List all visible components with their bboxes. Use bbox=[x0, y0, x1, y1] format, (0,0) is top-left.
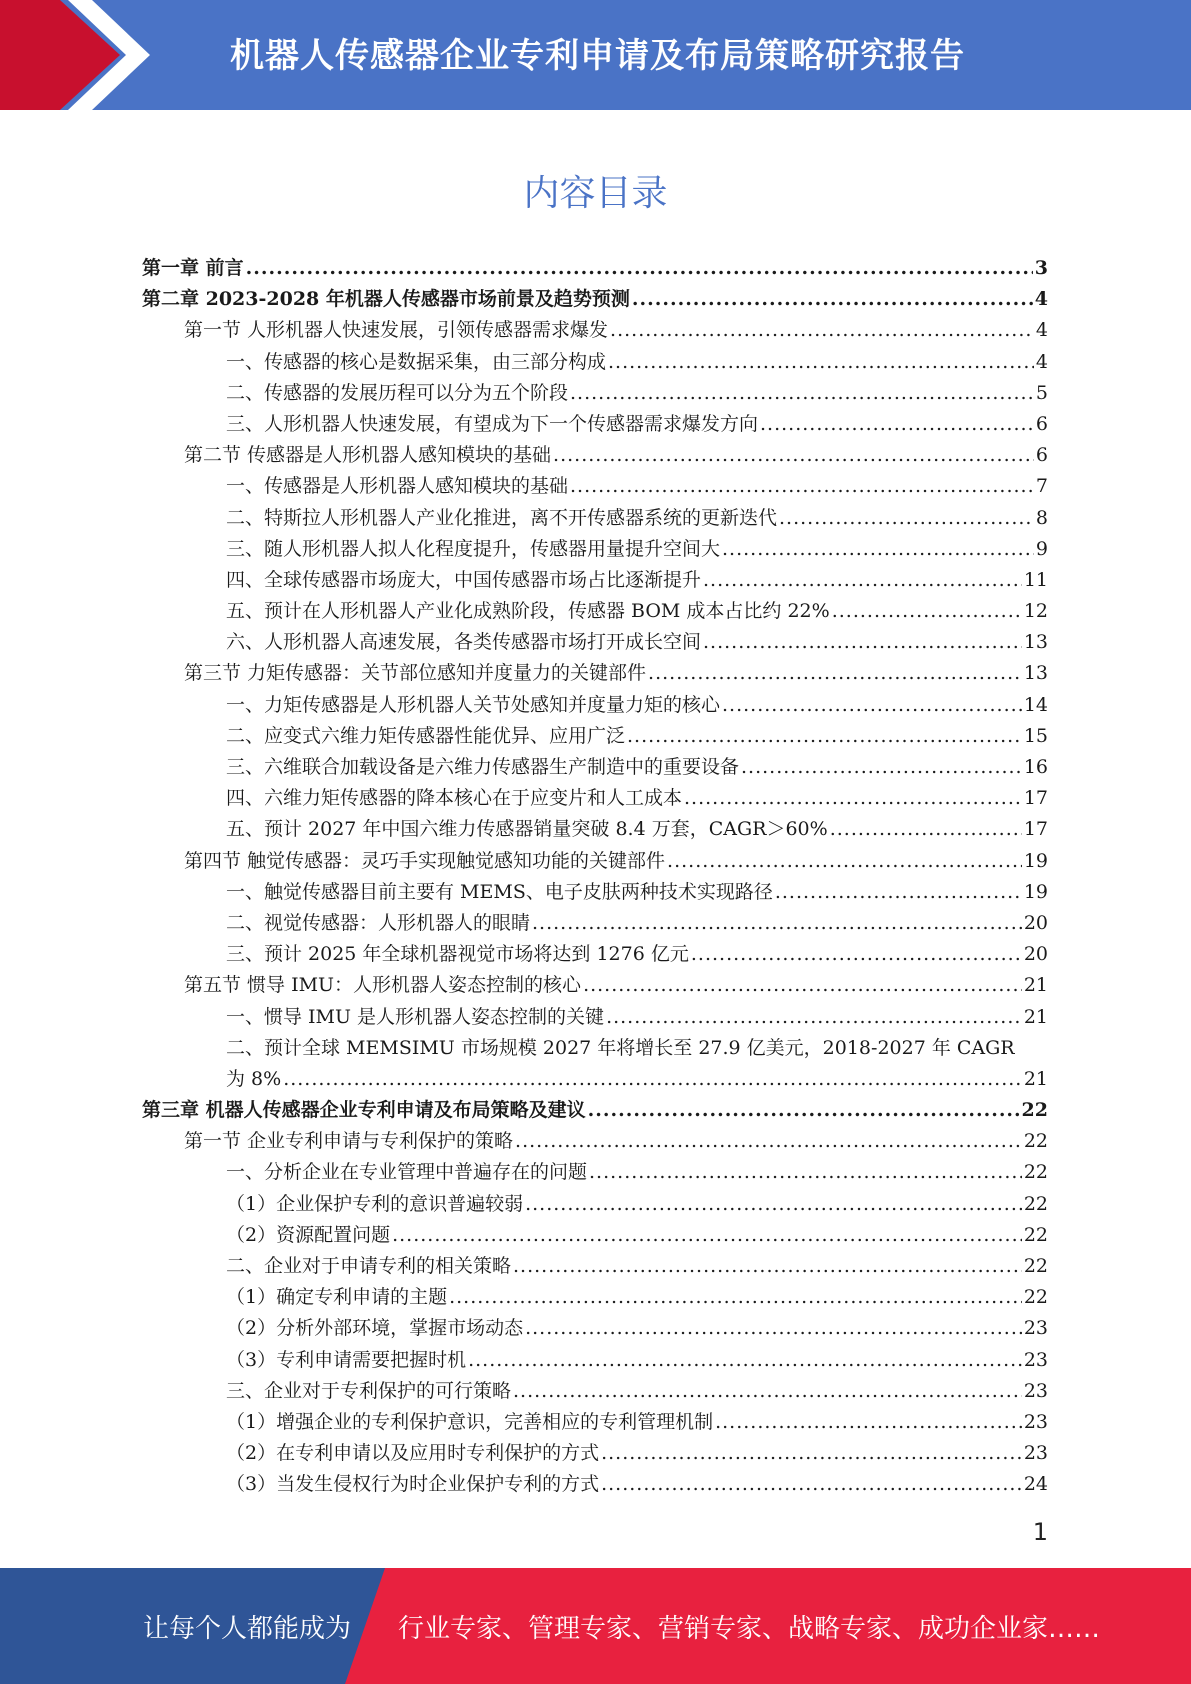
toc-entry-page: 19 bbox=[1023, 880, 1048, 903]
toc-dot-leader bbox=[532, 908, 1022, 939]
toc-entry[interactable] bbox=[142, 690, 1048, 721]
toc-entry-title: 二、企业对于申请专利的相关策略 bbox=[226, 1255, 512, 1277]
toc-entry[interactable] bbox=[142, 970, 1048, 1001]
toc-entry[interactable] bbox=[142, 939, 1048, 970]
toc-entry-title: 三、随人形机器人拟人化程度提升，传感器用量提升空间大 bbox=[226, 537, 721, 560]
toc-dot-leader bbox=[703, 627, 1022, 658]
toc-entry-page: 19 bbox=[1023, 849, 1048, 872]
toc-entry-title: 二、应变式六维力矩传感器性能优异、应用广泛 bbox=[226, 724, 626, 747]
toc-entry[interactable] bbox=[142, 1064, 1048, 1095]
toc-entry-title: 第三节 力矩传感器：关节部位感知并度量力的关键部件 bbox=[184, 662, 647, 685]
toc-dot-leader bbox=[608, 347, 1034, 378]
toc-entry[interactable] bbox=[142, 1002, 1048, 1033]
toc-dot-leader bbox=[513, 1251, 1022, 1282]
toc-dot-leader bbox=[513, 1376, 1022, 1407]
toc-entry-page: 8 bbox=[1035, 506, 1048, 529]
toc-entry-page: 23 bbox=[1023, 1442, 1048, 1465]
toc-entry-title: 第二节 传感器是人形机器人感知模块的基础 bbox=[184, 444, 552, 467]
toc-entry-page: 17 bbox=[1023, 787, 1048, 810]
toc-dot-leader bbox=[632, 284, 1033, 315]
toc-dot-leader bbox=[553, 440, 1034, 471]
toc-entry-page: 22 bbox=[1021, 1099, 1048, 1122]
footer-slogan-left: 让每个人都能成为 bbox=[143, 1614, 352, 1644]
toc-entry-page: 3 bbox=[1034, 257, 1048, 279]
toc-entry[interactable] bbox=[142, 1033, 1048, 1064]
toc-entry-page: 22 bbox=[1023, 1223, 1048, 1246]
toc-entry-page: 23 bbox=[1023, 1379, 1048, 1402]
toc-entry[interactable] bbox=[142, 1345, 1048, 1376]
toc-entry-page: 22 bbox=[1023, 1161, 1048, 1184]
toc-entry-page: 23 bbox=[1023, 1348, 1048, 1371]
toc-entry-page: 22 bbox=[1023, 1130, 1048, 1153]
toc-dot-leader bbox=[760, 409, 1034, 440]
toc-entry[interactable] bbox=[142, 378, 1048, 409]
toc-entry[interactable] bbox=[142, 783, 1048, 814]
toc-dot-leader bbox=[779, 503, 1034, 534]
toc-dot-leader bbox=[588, 1095, 1020, 1126]
toc-entry[interactable] bbox=[142, 721, 1048, 752]
toc-entry-title: 第一章 前言 bbox=[142, 257, 244, 279]
toc-entry[interactable] bbox=[142, 1126, 1048, 1157]
toc-dot-leader bbox=[648, 658, 1022, 689]
toc-heading: 内容目录 bbox=[523, 173, 668, 214]
toc-entry[interactable] bbox=[142, 253, 1048, 284]
toc-entry-title: 一、传感器的核心是数据采集，由三部分构成 bbox=[226, 350, 607, 373]
toc-dot-leader bbox=[246, 253, 1033, 284]
toc-entry[interactable] bbox=[142, 814, 1048, 845]
toc-dot-leader bbox=[741, 752, 1022, 783]
toc-entry[interactable] bbox=[142, 1157, 1048, 1188]
toc-entry-page: 12 bbox=[1023, 600, 1048, 623]
toc-entry-page: 24 bbox=[1023, 1473, 1048, 1496]
toc-entry-title: 一、惯导 IMU 是人形机器人姿态控制的关键 bbox=[226, 1005, 605, 1028]
toc-entry-page: 6 bbox=[1035, 444, 1048, 467]
toc-entry[interactable] bbox=[142, 877, 1048, 908]
toc-dot-leader bbox=[832, 596, 1022, 627]
toc-entry-page: 5 bbox=[1035, 381, 1048, 404]
toc-entry-page: 9 bbox=[1035, 537, 1048, 560]
toc-entry-page: 13 bbox=[1023, 662, 1048, 685]
toc-entry-title: （1）增强企业的专利保护意识，完善相应的专利管理机制 bbox=[226, 1410, 714, 1433]
toc-entry-title: 三、企业对于专利保护的可行策略 bbox=[226, 1379, 512, 1402]
toc-entry[interactable] bbox=[142, 1438, 1048, 1469]
toc-entry[interactable] bbox=[142, 596, 1048, 627]
toc-entry-page: 4 bbox=[1035, 319, 1048, 342]
toc-entry-title: 为 8% bbox=[226, 1067, 282, 1090]
toc-dot-leader bbox=[570, 378, 1034, 409]
report-title: 机器人传感器企业专利申请及布局策略研究报告 bbox=[230, 36, 965, 76]
toc-entry-page: 17 bbox=[1023, 818, 1048, 841]
toc-dot-leader bbox=[610, 315, 1034, 346]
toc-entry-title: 一、分析企业在专业管理中普遍存在的问题 bbox=[226, 1161, 588, 1184]
toc-entry-title: （2）分析外部环境，掌握市场动态 bbox=[226, 1317, 524, 1340]
toc-entry[interactable] bbox=[142, 534, 1048, 565]
toc-entry-title: 第一节 人形机器人快速发展，引领传感器需求爆发 bbox=[184, 319, 609, 342]
toc-dot-leader bbox=[283, 1064, 1022, 1095]
toc-entry-page: 16 bbox=[1023, 756, 1048, 778]
toc-entry[interactable] bbox=[142, 627, 1048, 658]
toc-entry-title: 二、预计全球 MEMSIMU 市场规模 2027 年将增长至 27.9 亿美元，2018-2027 年 CAGR bbox=[226, 1036, 1015, 1059]
toc-entry[interactable] bbox=[142, 471, 1048, 502]
toc-entry-page: 23 bbox=[1023, 1317, 1048, 1340]
toc-entry-title: 五、预计在人形机器人产业化成熟阶段，传感器 BOM 成本占比约 22% bbox=[226, 600, 830, 623]
toc-entry-title: 三、六维联合加载设备是六维力传感器生产制造中的重要设备 bbox=[226, 756, 740, 778]
toc-entry-title: 第五节 惯导 IMU：人形机器人姿态控制的核心 bbox=[184, 974, 582, 997]
toc-entry-title: （1）企业保护专利的意识普遍较弱 bbox=[226, 1192, 524, 1215]
toc-entry-page: 4 bbox=[1035, 350, 1048, 373]
toc-dot-leader bbox=[589, 1157, 1022, 1188]
toc-entry[interactable] bbox=[142, 315, 1048, 346]
toc-dot-leader bbox=[684, 783, 1022, 814]
footer-slogan-right: 行业专家、管理专家、营销专家、战略专家、成功企业家…… bbox=[398, 1614, 1101, 1644]
toc-entry-title: 第一节 企业专利申请与专利保护的策略 bbox=[184, 1130, 514, 1153]
toc-dot-leader bbox=[722, 690, 1022, 721]
toc-entry-page: 20 bbox=[1023, 911, 1048, 934]
page-number: 1 bbox=[1032, 1518, 1048, 1546]
toc-entry-page: 11 bbox=[1023, 568, 1048, 591]
toc-entry-title: 第三章 机器人传感器企业专利申请及布局策略及建议 bbox=[142, 1099, 586, 1122]
toc-entry[interactable] bbox=[142, 1282, 1048, 1313]
toc-entry-title: 二、特斯拉人形机器人产业化推进，离不开传感器系统的更新迭代 bbox=[226, 506, 778, 529]
toc-dot-leader bbox=[601, 1438, 1022, 1469]
toc-dot-leader bbox=[691, 939, 1022, 970]
toc-entry-title: （3）当发生侵权行为时企业保护专利的方式 bbox=[226, 1473, 600, 1496]
toc-dot-leader bbox=[606, 1002, 1022, 1033]
toc-entry-title: 一、传感器是人形机器人感知模块的基础 bbox=[226, 475, 569, 498]
toc-entry[interactable] bbox=[142, 908, 1048, 939]
toc-entry-page: 23 bbox=[1023, 1410, 1048, 1433]
toc-entry[interactable] bbox=[142, 440, 1048, 471]
toc-entry[interactable] bbox=[142, 846, 1048, 877]
toc-dot-leader bbox=[468, 1345, 1022, 1376]
toc-entry-title: （2）在专利申请以及应用时专利保护的方式 bbox=[226, 1442, 600, 1465]
toc-dot-leader bbox=[515, 1126, 1022, 1157]
toc-entry[interactable] bbox=[142, 1220, 1048, 1251]
toc-dot-leader bbox=[775, 877, 1022, 908]
toc-entry-title: 四、全球传感器市场庞大，中国传感器市场占比逐渐提升 bbox=[226, 568, 702, 591]
toc-dot-leader bbox=[627, 721, 1022, 752]
table-of-contents bbox=[142, 253, 1048, 1501]
toc-dot-leader bbox=[830, 814, 1022, 845]
toc-entry[interactable] bbox=[142, 347, 1048, 378]
toc-entry[interactable] bbox=[142, 1313, 1048, 1344]
toc-dot-leader bbox=[722, 534, 1034, 565]
toc-dot-leader bbox=[715, 1407, 1022, 1438]
toc-entry[interactable] bbox=[142, 1189, 1048, 1220]
toc-entry-page: 21 bbox=[1023, 1005, 1048, 1028]
toc-dot-leader bbox=[449, 1282, 1022, 1313]
toc-entry-page: 21 bbox=[1023, 974, 1048, 997]
toc-entry-title: 一、触觉传感器目前主要有 MEMS、电子皮肤两种技术实现路径 bbox=[226, 880, 773, 903]
toc-dot-leader bbox=[601, 1469, 1022, 1500]
toc-entry-title: 二、传感器的发展历程可以分为五个阶段 bbox=[226, 381, 569, 404]
toc-entry[interactable] bbox=[142, 1251, 1048, 1282]
toc-entry-page: 13 bbox=[1023, 631, 1048, 654]
toc-entry-page: 22 bbox=[1023, 1192, 1048, 1215]
toc-entry-page: 4 bbox=[1034, 288, 1048, 311]
toc-dot-leader bbox=[525, 1313, 1022, 1344]
toc-entry-title: （3）专利申请需要把握时机 bbox=[226, 1348, 467, 1371]
toc-entry-title: （2）资源配置问题 bbox=[226, 1223, 391, 1246]
page-footer bbox=[0, 1568, 1191, 1684]
toc-dot-leader bbox=[392, 1220, 1022, 1251]
toc-entry-page: 14 bbox=[1023, 693, 1048, 716]
toc-entry-title: 五、预计 2027 年中国六维力传感器销量突破 8.4 万套，CAGR＞60% bbox=[226, 818, 828, 841]
toc-entry-title: 四、六维力矩传感器的降本核心在于应变片和人工成本 bbox=[226, 787, 683, 810]
toc-entry[interactable] bbox=[142, 1095, 1048, 1126]
toc-entry[interactable] bbox=[142, 752, 1048, 783]
toc-entry-page: 7 bbox=[1035, 475, 1048, 498]
toc-entry-title: （1）确定专利申请的主题 bbox=[226, 1286, 448, 1309]
toc-entry[interactable] bbox=[142, 284, 1048, 315]
toc-dot-leader bbox=[525, 1189, 1022, 1220]
toc-entry-title: 六、人形机器人高速发展，各类传感器市场打开成长空间 bbox=[226, 631, 702, 654]
toc-entry-page: 15 bbox=[1023, 724, 1048, 747]
page-header bbox=[0, 0, 1191, 110]
toc-entry-title: 第四节 触觉传感器：灵巧手实现触觉感知功能的关键部件 bbox=[184, 849, 666, 872]
toc-entry-title: 一、力矩传感器是人形机器人关节处感知并度量力矩的核心 bbox=[226, 693, 721, 716]
toc-entry-page: 22 bbox=[1023, 1286, 1048, 1309]
toc-entry-page: 20 bbox=[1023, 943, 1048, 966]
toc-entry-page: 21 bbox=[1023, 1067, 1048, 1090]
toc-entry[interactable] bbox=[142, 1407, 1048, 1438]
toc-entry[interactable] bbox=[142, 503, 1048, 534]
toc-entry-title: 三、预计 2025 年全球机器视觉市场将达到 1276 亿元 bbox=[226, 943, 689, 966]
toc-dot-leader bbox=[583, 970, 1022, 1001]
toc-dot-leader bbox=[667, 846, 1022, 877]
toc-entry-title: 三、人形机器人快速发展，有望成为下一个传感器需求爆发方向 bbox=[226, 412, 759, 435]
toc-entry-title: 第二章 2023-2028 年机器人传感器市场前景及趋势预测 bbox=[142, 288, 630, 311]
toc-entry[interactable] bbox=[142, 1469, 1048, 1500]
toc-entry-title: 二、视觉传感器：人形机器人的眼睛 bbox=[226, 911, 531, 934]
toc-entry[interactable] bbox=[142, 565, 1048, 596]
toc-entry[interactable] bbox=[142, 409, 1048, 440]
toc-entry[interactable] bbox=[142, 1376, 1048, 1407]
toc-dot-leader bbox=[570, 471, 1034, 502]
toc-entry[interactable] bbox=[142, 658, 1048, 689]
toc-dot-leader bbox=[703, 565, 1022, 596]
toc-entry-page: 6 bbox=[1035, 412, 1048, 435]
toc-entry-page: 22 bbox=[1023, 1255, 1048, 1277]
